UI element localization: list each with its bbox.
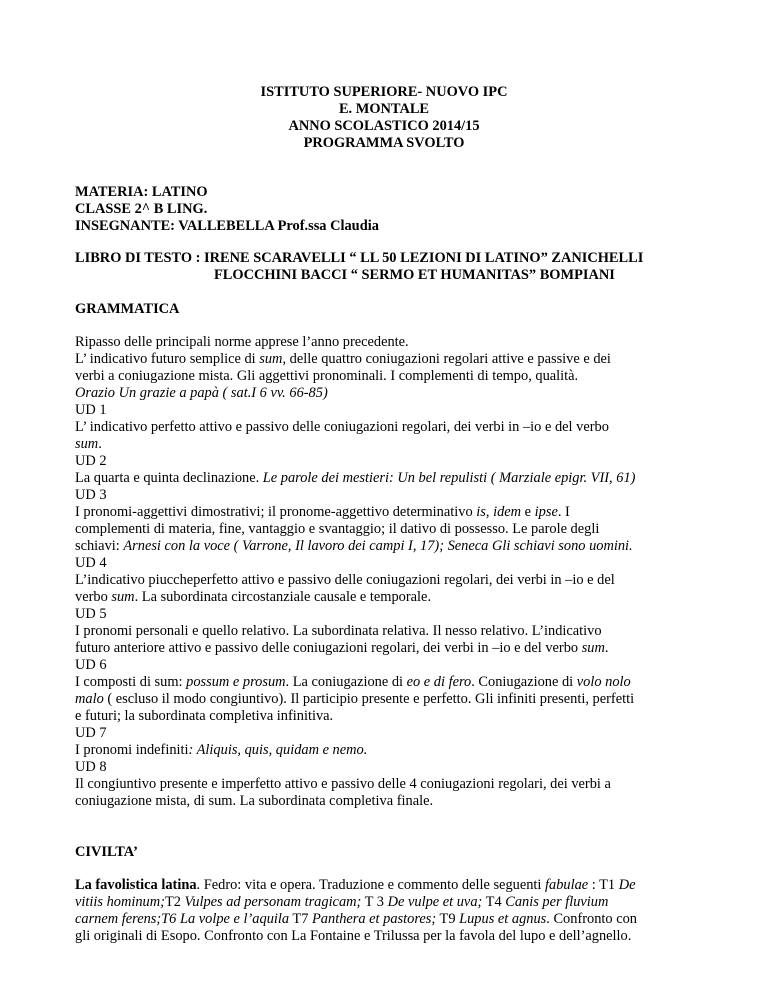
subject-line: MATERIA: LATINO	[75, 184, 208, 200]
unit-label: UD 7	[75, 725, 107, 741]
civilization-line: La favolistica latina. Fedro: vita e opera. Traduzione e commento delle seguenti fabulae : T1 De	[75, 877, 636, 893]
unit-label: UD 4	[75, 555, 107, 571]
grammar-line: La quarta e quinta declinazione. Le parole dei mestieri: Un bel repulisti ( Marziale epigr. VII, 61)	[75, 470, 636, 486]
school-year: ANNO SCOLASTICO 2014/15	[288, 118, 480, 134]
school-subtitle: E. MONTALE	[338, 101, 430, 117]
grammar-line: I pronomi personali e quello relativo. La subordinata relativa. Il nesso relativo. L’indicativo	[75, 623, 602, 639]
grammar-line: schiavi: Arnesi con la voce ( Varrone, Il lavoro dei campi I, 17); Seneca Gli schiavi sono uomini.	[75, 538, 633, 554]
grammar-line: L’ indicativo perfetto attivo e passivo delle coniugazioni regolari, dei verbi in –io e del verbo	[75, 419, 609, 435]
class-line: CLASSE 2^ B LING.	[75, 201, 208, 217]
civilization-line: gli originali di Esopo. Confronto con La Fontaine e Trilussa per la favola del lupo e dell’agnello.	[75, 928, 632, 944]
grammar-line: Orazio Un grazie a papà ( sat.I 6 vv. 66-85)	[75, 385, 328, 401]
grammar-line: sum.	[75, 436, 102, 452]
grammar-line: L’ indicativo futuro semplice di sum, delle quattro coniugazioni regolari attive e passive e dei	[75, 351, 611, 367]
grammar-line: Il congiuntivo presente e imperfetto attivo e passivo delle 4 coniugazioni regolari, dei verbi a	[75, 776, 611, 792]
grammar-line: coniugazione mista, di sum. La subordinata completiva finale.	[75, 793, 434, 809]
textbook-line-2: FLOCCHINI BACCI “ SERMO ET HUMANITAS” BOMPIANI	[214, 267, 615, 283]
textbook-line-1: LIBRO DI TESTO : IRENE SCARAVELLI “ LL 50 LEZIONI DI LATINO” ZANICHELLI	[75, 250, 644, 266]
civilization-line: vitiis hominum;T2 Vulpes ad personam tragicam; T 3 De vulpe et uva; T4 Canis per fluvium	[75, 894, 609, 910]
unit-label: UD 3	[75, 487, 107, 503]
civilization-line: carnem ferens;T6 La volpe e l’aquila T7 Panthera et pastores; T9 Lupus et agnus. Confronto con	[75, 911, 637, 927]
grammar-line: I composti di sum: possum e prosum. La coniugazione di eo e di fero. Coniugazione di volo nolo	[75, 674, 631, 690]
document-title: PROGRAMMA SVOLTO	[303, 135, 465, 151]
unit-label: UD 8	[75, 759, 107, 775]
grammar-line: complementi di materia, fine, vantaggio e svantaggio; il dativo di possesso. Le parole degli	[75, 521, 600, 537]
grammar-line: I pronomi indefiniti: Aliquis, quis, quidam e nemo.	[75, 742, 368, 758]
grammar-line: futuro anteriore attivo e passivo delle coniugazioni regolari, dei verbi in –io e del verbo sum.	[75, 640, 609, 656]
civilization-heading: CIVILTA’	[75, 844, 138, 860]
grammar-heading: GRAMMATICA	[75, 301, 180, 317]
school-name: ISTITUTO SUPERIORE- NUOVO IPC	[260, 84, 508, 100]
grammar-line: I pronomi-aggettivi dimostrativi; il pronome-aggettivo determinativo is, idem e ipse. I	[75, 504, 570, 520]
teacher-line: INSEGNANTE: VALLEBELLA Prof.ssa Claudia	[75, 218, 379, 234]
grammar-line: verbi a coniugazione mista. Gli aggettivi pronominali. I complementi di tempo, qualità.	[75, 368, 579, 384]
unit-label: UD 2	[75, 453, 107, 469]
grammar-line: Ripasso delle principali norme apprese l’anno precedente.	[75, 334, 409, 350]
unit-label: UD 5	[75, 606, 107, 622]
grammar-line: verbo sum. La subordinata circostanziale causale e temporale.	[75, 589, 432, 605]
grammar-line: malo ( escluso il modo congiuntivo). Il participio presente e perfetto. Gli infiniti presenti, perfetti	[75, 691, 635, 707]
grammar-line: e futuri; la subordinata completiva infinitiva.	[75, 708, 334, 724]
unit-label: UD 1	[75, 402, 107, 418]
unit-label: UD 6	[75, 657, 107, 673]
grammar-line: L’indicativo piuccheperfetto attivo e passivo delle coniugazioni regolari, dei verbi in –io e del	[75, 572, 615, 588]
